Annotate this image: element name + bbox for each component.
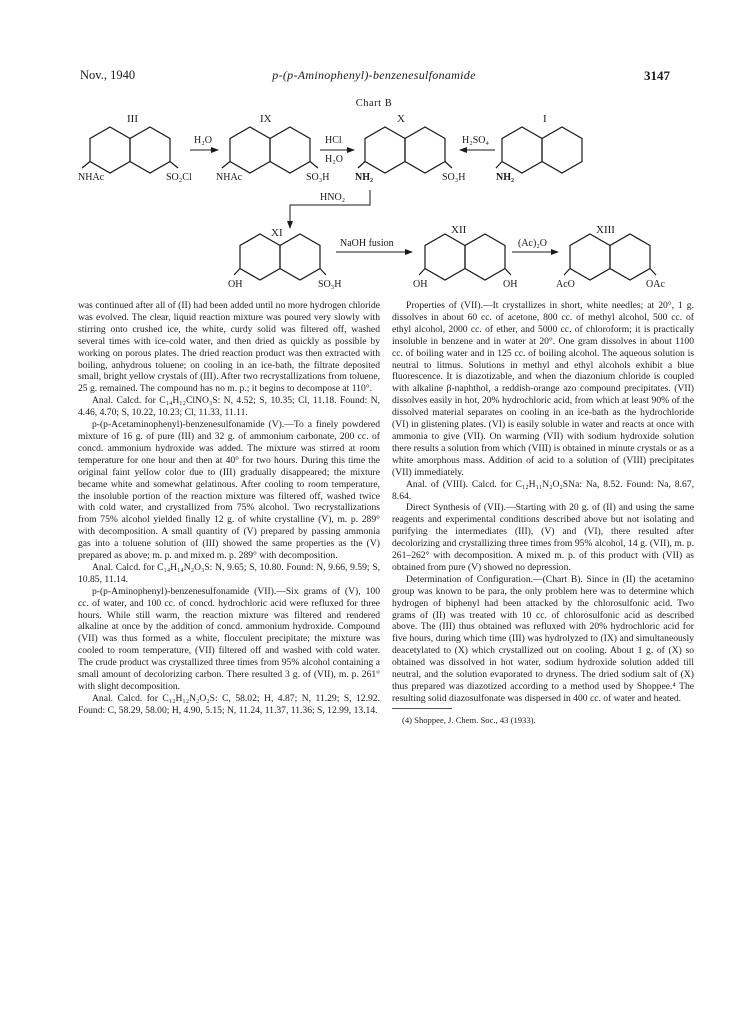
compound-I bbox=[496, 113, 582, 183]
analysis-V: Anal. Calcd. for C₁₄H₁₄N₂O₃S: N, 9.65; S, 10.80. Found: N, 9.66, 9.59; S, 10.85, 11.14. bbox=[78, 561, 380, 585]
substituent-right: SO₃H bbox=[442, 172, 466, 183]
compound-numeral: III bbox=[127, 113, 138, 125]
reagent-4: HNO₂ bbox=[320, 192, 346, 203]
reagent-5: NaOH fusion bbox=[340, 238, 394, 249]
analysis-VIII: Anal. of (VIII). Calcd. for C₁₂H₁₁N₂O₂SNa: Na, 8.52. Found: Na, 8.67, 8.64. bbox=[392, 478, 694, 502]
substituent-left: NH₂ bbox=[496, 172, 514, 183]
compound-X bbox=[355, 113, 466, 183]
substituent-right: OH bbox=[503, 279, 518, 290]
compound-XI bbox=[228, 227, 342, 290]
footnote: (4) Shoppee, J. Chem. Soc., 43 (1933). bbox=[402, 714, 536, 725]
compound-numeral: XII bbox=[451, 224, 467, 236]
compound-numeral: XI bbox=[271, 227, 283, 239]
properties-VII: Properties of (VII).—It crystallizes in short, white needles; at 20°, 1 g. dissolves in about 60 cc. of acetone, 800 cc. of methyl alcohol, 500 cc. of ethyl alcohol, 2000 cc. of ether, and 5000 cc. of chloroform; it is practically insoluble in benzene and in water at 20°. One gram dissolves in about 1100 cc. of boiling water and in 125 cc. of boiling alcohol. The aqueous solution is neutral to litmus. Solutions in methyl and ethyl alcohols exhibit a blue fluorescence. It is diazotizable, and when the diazonium chloride is coupled with alkaline β-naphthol, a reddish-orange azo compound precipitates. (VII) dissolves easily in hot, 20% hydrochloric acid, from which at least 90% of the dissolved material separates on cooling in an ice-bath as the hydrochloride (VI) in glistening plates. (VI) is easily soluble in water and reacts at once with ammonia to give (VII). On warming (VII) with sodium hydroxide solution there results a solution from which (VIII) is obtained in minute crystals or as a white amorphous mass. Addition of acid to a solution of (VIII) precipitates (VII) immediately. bbox=[392, 300, 694, 478]
procedure-compound-VII: p-(p-Aminophenyl)-benzenesulfonamide (VII).—Six grams of (V), 100 cc. of water, and 100 cc. of concd. hydrochloric acid were refluxed for three hours. While still warm, the reaction mixture was filtered and rendered alkaline at once by the addition of concd. ammonium hydroxide. Compound (VII) was thus formed as a white, flocculent precipitate; the mixture was cooled to room temperature, (VII) filtered off and washed with cold water. The crude product was crystallized three times from 95% alcohol containing a small amount of decolorizing carbon. There resulted 3 g. of (VII), m. p. 261° with slight decomposition. bbox=[78, 585, 380, 692]
substituent-left: NHAc bbox=[216, 172, 243, 183]
determination-of-configuration: Determination of Configuration.—(Chart B). Since in (II) the acetamino group was known to be para, the only problem here was to determine which hydrogen of biphenyl had been attacked by the chlorosulfonic acid. Two grams of (II) was treated with 10 cc. of chlorosulfonic acid as described above. The (III) thus obtained was refluxed with 20% hydrochloric acid for five hours, during which time (III) was hydrolyzed to (IX) and simultaneously deacetylated to (X) which crystallized out on cooling. About 1 g. of (X) so obtained was dissolved in hot water, sodium hydroxide solution added till neutral, and the solution evaporated to dryness. The dried sodium salt of (X) thus prepared was diazotized according to a method used by Shoppee.⁴ The resulting solid diazosulfonate was dispersed in 400 cc. of water and heated. bbox=[392, 573, 694, 704]
compound-XIII bbox=[556, 224, 665, 290]
reagent-2b: H₂O bbox=[325, 154, 343, 165]
substituent-left: OH bbox=[413, 279, 428, 290]
substituent-left: NH₂ bbox=[355, 172, 373, 183]
procedure-compound-V: p-(p-Acetaminophenyl)-benzenesulfonamide (V).—To a finely powdered mixture of 16 g. of pure (III) and 32 g. of ammonium carbonate, 200 cc. of concd. ammonium hydroxide was added. The mixture was stirred at room temperature for one hour and then at 40° for two hours. During this time the original faint yellow color due to (III) gradually disappeared; the mixture became white and somewhat gelatinous. After cooling to room temperature, the insoluble portion of the reaction mixture was filtered off, washed twice with cold water, and crystallized from 75% alcohol. Two recrystallizations from 75% alcohol yielded finally 12 g. of white crystalline (V), m. p. 289° with decomposition. A small quantity of (V) prepared by passing ammonia gas into a toluene solution of (III) showed the same properties as the (V) prepared as above; m. p. and mixed m. p. 289° with decomposition. bbox=[78, 419, 380, 562]
substituent-right: OAc bbox=[646, 279, 665, 290]
substituent-right: SO₃H bbox=[306, 172, 330, 183]
left-column bbox=[78, 300, 380, 717]
reagent-1: H₂O bbox=[194, 135, 212, 146]
substituent-left: AcO bbox=[556, 279, 575, 290]
direct-synthesis: Direct Synthesis of (VII).—Starting with 20 g. of (II) and using the same reagents and experimental conditions described above but not isolating and purifying the intermediates (III), (V) and (VI), there resulted after decolorizing and crystallizing three times from 95% alcohol, 14 g. (VII), m. p. 261–262° with decomposition. A mixed m. p. of this product with (VII) as obtained from pure (V) showed no depression. bbox=[392, 502, 694, 573]
analysis-III: Anal. Calcd. for C₁₄H₁₂ClNO₃S: N, 4.52; S, 10.35; Cl, 11.18. Found: N, 4.46, 4.70; S, 10.22, 10.23; Cl, 11.33, 11.11. bbox=[78, 395, 380, 419]
compound-XII bbox=[413, 224, 517, 290]
substituent-right: SO₂Cl bbox=[166, 172, 192, 183]
compound-numeral: XIII bbox=[596, 224, 615, 236]
running-header-date: Nov., 1940 bbox=[80, 68, 136, 82]
substituent-right: SO₃H bbox=[318, 279, 342, 290]
reagent-6: (Ac)₂O bbox=[518, 238, 548, 249]
substituent-left: OH bbox=[228, 279, 243, 290]
page-number: 3147 bbox=[644, 68, 670, 83]
scheme-title: Chart B bbox=[355, 98, 393, 109]
compound-numeral: IX bbox=[260, 113, 272, 125]
substituent-left: NHAc bbox=[78, 172, 105, 183]
footnote-rule bbox=[392, 708, 452, 709]
compound-IX bbox=[216, 113, 330, 183]
right-column bbox=[392, 300, 694, 727]
compound-numeral: X bbox=[397, 113, 405, 125]
paragraph-continuation: was continued after all of (II) had been added until no more hydrogen chloride was evolved. The clear, liquid reaction mixture was poured very slowly with stirring onto crushed ice, the white, curdy solid was filtered off, washed several times with ice-cold water, and then dried as quickly as possible by working on porous plates. The dried reaction product was then extracted with boiling, anhydrous toluene; on cooling in an ice-bath, the filtrate deposited small, bright yellow crystals of (III). After two recrystallizations from toluene, 25 g. remained. The compound has no m. p.; it begins to decompose at 110°. bbox=[78, 300, 380, 395]
compound-numeral: I bbox=[543, 113, 547, 125]
compound-III bbox=[78, 113, 192, 183]
reaction-scheme bbox=[0, 90, 748, 295]
analysis-VII: Anal. Calcd. for C₁₂H₁₂N₂O₂S: C, 58.02; H, 4.87; N, 11.29; S, 12.92. Found: C, 58.29, 58.00; H, 4.90, 5.15; N, 11.24, 11.37, 11.36; S, 12.99, 13.14. bbox=[78, 692, 380, 716]
reagent-3: H₂SO₄ bbox=[462, 135, 489, 146]
reagent-2a: HCl bbox=[325, 135, 342, 146]
running-header-title: p-(p-Aminophenyl)-benzenesulfonamide bbox=[272, 68, 476, 82]
